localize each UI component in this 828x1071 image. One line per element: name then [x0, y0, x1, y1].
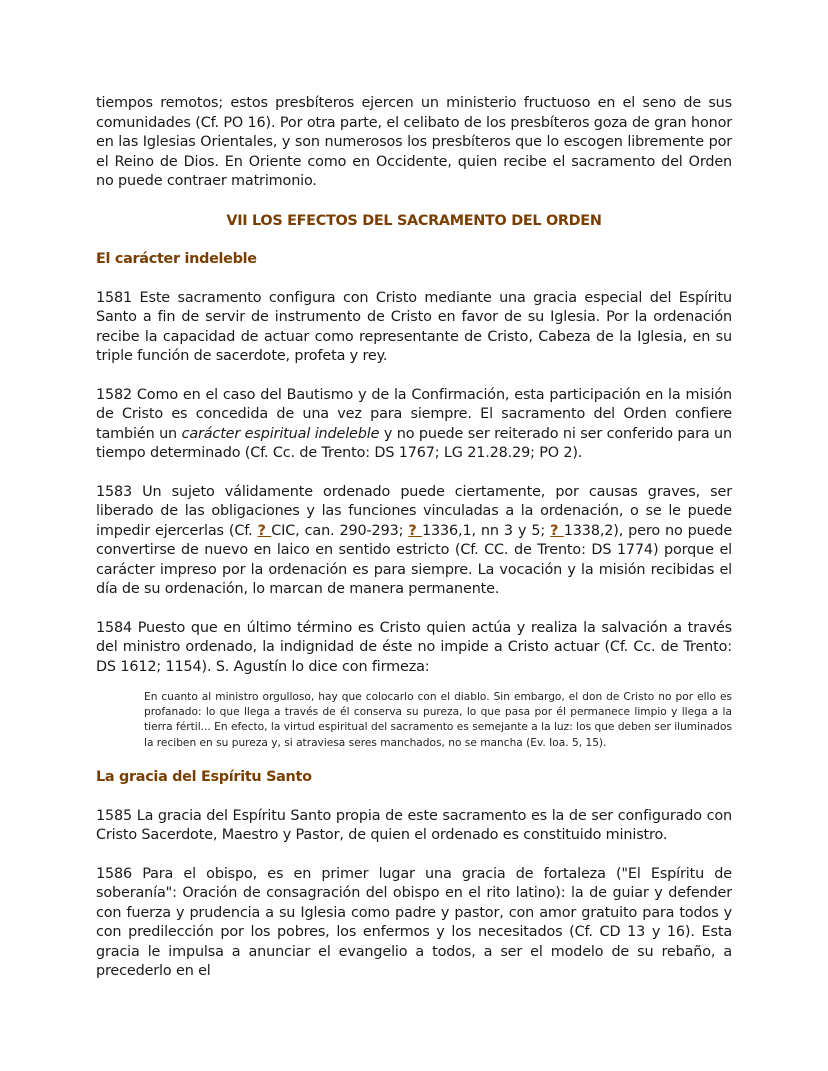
paragraph-1586: 1586 Para el obispo, es en primer lugar una gracia de fortaleza ("El Espíritu de soberanía": Oración de consagración del obispo en el rito latino): la de guiar y defender con fuerza y prudencia a su Iglesia como padre y pastor, con amor gratuito para todos y con predilección por los pobres, los enfermos y los necesitados (Cf. CD 13 y 16). Esta gracia le impulsa a anunciar el evangelio a todos, a ser el modelo de su rebaño, a precederlo en el — [96, 865, 732, 980]
augustine-quote: En cuanto al ministro orgulloso, hay que colocarlo con el diablo. Sin embargo, el don de Cristo no por ello es profanado: lo que llega a través de él conserva su pureza, lo que pasa por él permanece limpio y llega a la tierra fértil... En efecto, la virtud espiritual del sacramento es semejante a la luz: los que deben ser iluminados la reciben en su pureza y, si atraviesa seres manchados, no se mancha (Ev. Ioa. 5, 15). — [144, 691, 732, 749]
paragraph-1582 — [96, 386, 732, 464]
p1583-part-3: 1336,1, nn 3 y 5; — [422, 522, 551, 539]
paragraph-1581: 1581 Este sacramento configura con Cristo mediante una gracia especial del Espíritu Santo a fin de servir de instrumento de Cristo en favor de su Iglesia. Por la ordenación recibe la capacidad de actuar como representante de Cristo, Cabeza de la Iglesia, en su triple función de sacerdote, profeta y rey. — [96, 289, 732, 364]
subheading-caracter-indeleble: El carácter indeleble — [96, 250, 257, 267]
p1582-text-after: y no puede ser reiterado ni ser conferido para un tiempo determinado (Cf. Cc. de Trento: DS 1767; LG 21.28.29; PO 2). — [96, 425, 733, 461]
p1582-text-before: 1582 Como en el caso del Bautismo y de la Confirmación, esta participación en la misión de Cristo es concedida de una vez para siempre. El sacramento del Orden confiere también un — [96, 386, 732, 442]
p1583-part-2: CIC, can. 290-293; — [271, 522, 409, 539]
intro-paragraph: tiempos remotos; estos presbíteros ejercen un ministerio fructuoso en el seno de sus comunidades (Cf. PO 16). Por otra parte, el celibato de los presbíteros goza de gran honor en las Iglesias Orientales, y son numerosos los presbíteros que lo escogen libremente por el Reino de Dios. En Oriente como en Occidente, quien recibe el sacramento del Orden no puede contraer matrimonio. — [96, 95, 732, 189]
paragraph-1583 — [96, 483, 732, 600]
subheading-gracia-espiritu-santo: La gracia del Espíritu Santo — [96, 768, 312, 785]
p1583-part-1: 1583 Un sujeto válidamente ordenado puede ciertamente, por causas graves, ser liberado de las obligaciones y las funciones vinculadas a la ordenación, o se le puede impedir ejercerlas (Cf. — [96, 483, 732, 539]
section-title: VII LOS EFECTOS DEL SACRAMENTO DEL ORDEN — [226, 212, 602, 229]
p1583-part-4: 1338,2), pero no puede convertirse de nuevo en laico en sentido estricto (Cf. CC. de Trento: DS 1774) porque el carácter impreso por la ordenación es para siempre. La vocación y la misión recibidas el día de su ordenación, lo marcan de manera permanente. — [96, 522, 733, 597]
paragraph-1584: 1584 Puesto que en último término es Cristo quien actúa y realiza la salvación a través del ministro ordenado, la indignidad de éste no impide a Cristo actuar (Cf. Cc. de Trento: DS 1612; 1154). S. Agustín lo dice con firmeza: — [96, 619, 732, 675]
reference-link-2[interactable]: ? — [408, 522, 423, 539]
reference-link-3[interactable]: ? — [550, 522, 564, 539]
reference-link-1[interactable]: ? — [257, 522, 272, 539]
paragraph-1585: 1585 La gracia del Espíritu Santo propia de este sacramento es la de ser configurado con Cristo Sacerdote, Maestro y Pastor, de quien el ordenado es constituido ministro. — [96, 807, 732, 844]
p1582-italic-term: carácter espiritual indeleble — [181, 425, 380, 442]
document-body — [96, 94, 732, 982]
